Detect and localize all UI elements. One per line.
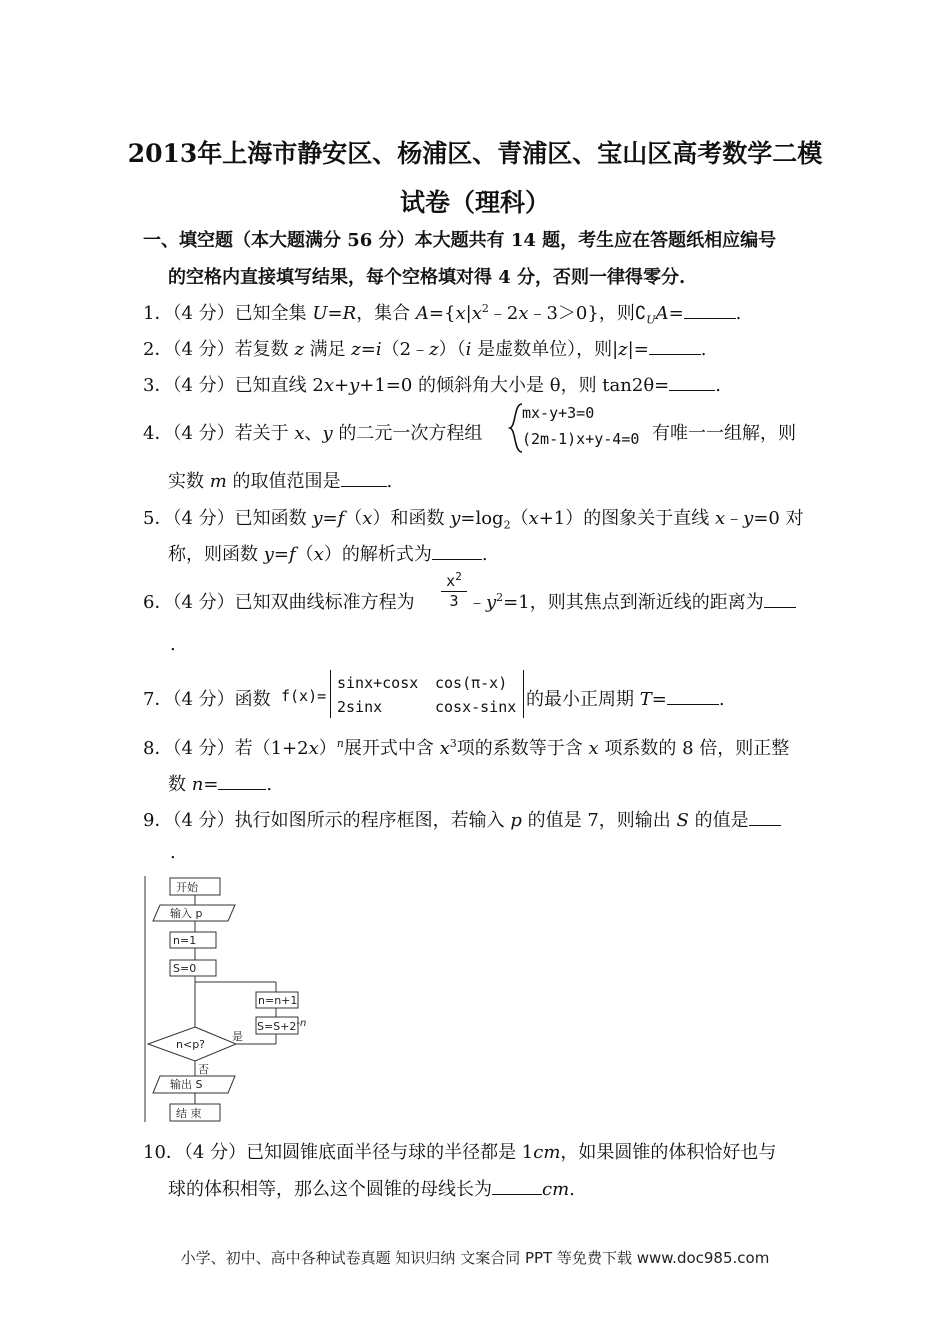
system-equation-1: mx-y+3=0 xyxy=(522,404,595,422)
question-1: 1．（4 分）已知全集 U=R，集合 $A=\{x|x^2﹣2x﹣3>0\}$，则$∁_UA=$ . xyxy=(143,302,742,327)
question-10: 10．（4 分）已知圆锥底面半径与球的半径都是 1cm，如果圆锥的体积恰好也与 xyxy=(143,1142,777,1163)
question-4-tail: 有唯一一组解，则 xyxy=(652,423,796,444)
question-6-dot: . xyxy=(170,634,176,655)
answer-blank xyxy=(218,773,266,790)
answer-blank xyxy=(669,374,715,391)
question-7-tail: 的最小正周期 T= . xyxy=(526,689,725,710)
question-8-line-2: 数 n= . xyxy=(168,774,273,795)
question-5-line-2: 称，则函数 y=f（x）的解析式为 . xyxy=(168,544,488,565)
question-3: 3．（4 分）已知直线 2x+y+1=0 的倾斜角大小是 θ，则 tan2θ= . xyxy=(143,375,721,396)
flow-yes: 是 xyxy=(232,1030,243,1043)
flow-n-init: n=1 xyxy=(173,934,197,947)
flow-sum: S=S+2-n xyxy=(257,1018,307,1033)
section-heading-1: 一、填空题（本大题满分 56 分）本大题共有 14 题，考生应在答题纸相应编号 xyxy=(143,230,777,251)
question-10-line-2: 球的体积相等，那么这个圆锥的母线长为 cm. xyxy=(168,1179,575,1200)
program-flowchart xyxy=(140,872,307,1128)
function-label: f(x)= xyxy=(281,687,327,705)
question-4: 4．（4 分）若关于 x、y 的二元一次方程组 xyxy=(143,423,483,444)
flow-increment: n=n+1 xyxy=(258,994,298,1007)
answer-blank xyxy=(492,1178,542,1195)
flow-s-init: S=0 xyxy=(173,962,197,975)
answer-blank xyxy=(432,543,482,560)
system-equation-2: (2m-1)x+y-4=0 xyxy=(522,430,640,448)
question-8: 8．（4 分）若$(1+2x)^n$展开式中含 $x^3$项的系数等于含 x 项系数的 8 倍，则正整 xyxy=(143,737,790,759)
answer-blank xyxy=(341,470,387,487)
answer-blank xyxy=(764,591,796,608)
question-7: 7．（4 分）函数 xyxy=(143,689,271,710)
section-heading-2: 的空格内直接填写结果，每个空格填对得 4 分，否则一律得零分. xyxy=(168,267,686,288)
fraction-x2-over-3: $x^2$ 3 xyxy=(441,570,467,610)
question-9-dot: . xyxy=(170,842,176,863)
title-line-2: 试卷（理科） xyxy=(399,188,550,217)
question-6-tail: $﹣y^2=1$，则其焦点到渐近线的距离为 xyxy=(468,588,796,614)
answer-blank xyxy=(749,809,781,826)
question-6: 6．（4 分）已知双曲线标准方程为 xyxy=(143,592,415,613)
determinant-matrix: sinx+cosx cos(π-x) 2sinx cosx-sinx xyxy=(330,670,524,718)
title-line-1: 2013年上海市静安区、杨浦区、青浦区、宝山区高考数学二模 xyxy=(127,139,823,168)
answer-blank xyxy=(684,302,736,319)
page-footer: 小学、初中、高中各种试卷真题 知识归纳 文案合同 PPT 等免费下载 www.doc985.com xyxy=(180,1249,770,1267)
answer-blank xyxy=(649,338,701,355)
flow-start: 开始 xyxy=(176,881,198,894)
question-2: 2．（4 分）若复数 z 满足 z=i（2﹣z）（i 是虚数单位），则|z|= . xyxy=(143,339,707,360)
flow-condition: n<p? xyxy=(176,1038,206,1051)
question-9: 9．（4 分）执行如图所示的程序框图，若输入 p 的值是 7，则输出 S 的值是 xyxy=(143,806,781,832)
question-4-line-2: 实数 m 的取值范围是 . xyxy=(168,471,393,492)
answer-blank xyxy=(667,688,719,705)
flow-no: 否 xyxy=(198,1063,209,1076)
flow-output: 输出 S xyxy=(170,1078,203,1091)
flow-end: 结 束 xyxy=(176,1107,202,1120)
question-5: 5．（4 分）已知函数 y=f（x）和函数 $y=\log_2(x+1)$的图象关于直线 x﹣y=0 对 xyxy=(143,508,804,532)
flow-input: 输入 p xyxy=(170,907,203,920)
